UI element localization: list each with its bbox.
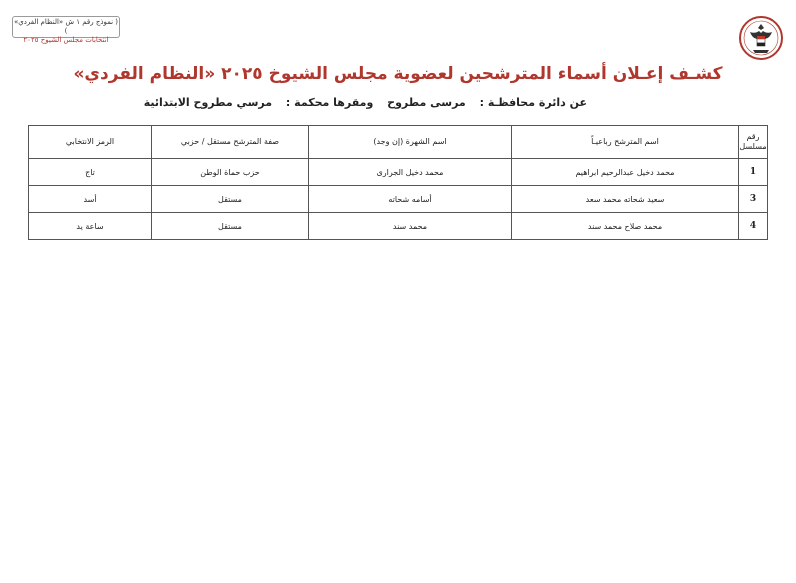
header-status: صفة المترشح مستقل / حزبي [152, 126, 309, 159]
status-cell: مستقل [152, 213, 309, 240]
name-cell: محمد صلاح محمد سند [512, 213, 739, 240]
candidates-table [28, 125, 768, 240]
table-row [29, 159, 768, 186]
name-cell: محمد دخيل عبدالرحيم ابراهيم [512, 159, 739, 186]
serial-cell: 1 [739, 159, 768, 186]
court-label: ومقرها محكمة : [285, 96, 374, 109]
district-line [134, 96, 587, 109]
table-row [29, 213, 768, 240]
status-cell: حزب حماة الوطن [152, 159, 309, 186]
header-name: اسم المترشح رباعيـاً [512, 126, 739, 159]
election-label: انتخابات مجلس الشيوخ ٢٠٢٥ [23, 36, 109, 44]
header-nickname: اسم الشهرة (إن وجد) [309, 126, 512, 159]
egypt-eagle-emblem-icon [736, 15, 786, 61]
nickname-cell: محمد دخيل الجرارى [309, 159, 512, 186]
symbol-cell: أسد [29, 186, 152, 213]
header-serial: رقم مسلسل [739, 126, 768, 159]
page-title: كشـف إعـلان أسماء المترشحين لعضوية مجلس الشيوخ ٢٠٢٥ «النظام الفردي» [73, 64, 723, 84]
nickname-cell: أسامه شحاته [309, 186, 512, 213]
district-label: عن دائرة محافظـة : [479, 96, 587, 109]
serial-cell: 4 [739, 213, 768, 240]
form-number-box [12, 16, 120, 44]
name-cell: سعيد شحاته محمد سعد [512, 186, 739, 213]
serial-cell: 3 [739, 186, 768, 213]
form-number-label: ( نموذج رقم ١ ش «النظام الفردي» ) [13, 18, 119, 35]
table-header-row [29, 126, 768, 159]
nickname-cell: محمد سند [309, 213, 512, 240]
header-symbol: الرمز الانتخابي [29, 126, 152, 159]
table-row [29, 186, 768, 213]
status-cell: مستقل [152, 186, 309, 213]
district-value: مرسى مطروح [387, 96, 466, 109]
symbol-cell: تاج [29, 159, 152, 186]
symbol-cell: ساعة يد [29, 213, 152, 240]
court-value: مرسي مطروح الابتدائية [143, 96, 273, 109]
